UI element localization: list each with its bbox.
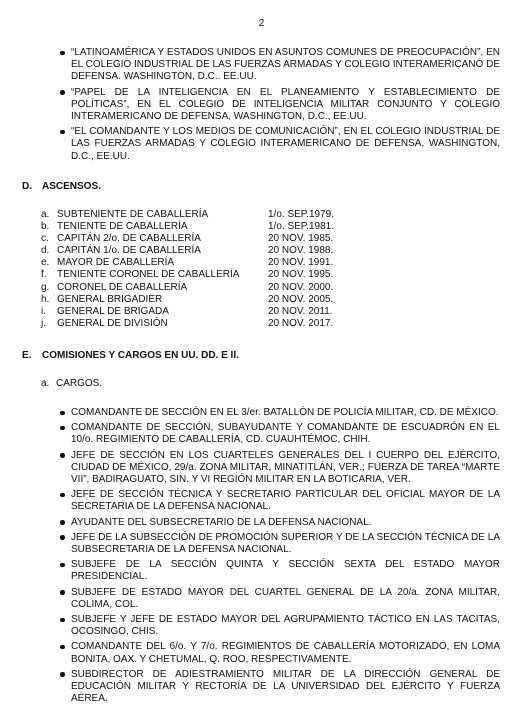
page-number: 2	[258, 18, 265, 29]
rank-row	[41, 209, 341, 221]
rank-row	[41, 269, 341, 281]
rank-title: GENERAL DE DIVISIÓN	[57, 317, 168, 329]
rank-title: TENIENTE CORONEL DE CABALLERÍA	[57, 269, 240, 281]
rank-date: 1/o. SEP.1981.	[268, 221, 334, 233]
rank-date: 20 NOV. 2017.	[268, 317, 334, 329]
rank-date: 20 NOV. 1988.	[268, 245, 334, 257]
rank-title: SUBTENIENTE DE CABALLERÍA	[57, 209, 209, 220]
rank-row	[41, 233, 341, 245]
section-letter: E.	[22, 350, 32, 361]
list-item: SUBJEFE DE LA SECCIÓN QUINTA Y SECCIÓN SEXTA DEL ESTADO MAYOR PRESIDENCIAL.	[60, 559, 500, 583]
rank-title: GENERAL DE BRIGADA	[57, 305, 169, 317]
rank-date: 1/o. SEP.1979.	[268, 209, 334, 220]
list-item: COMANDANTE DE SECCIÓN EN EL 3/er. BATALLÓN DE POLICÍA MILITAR, CD. DE MÉXICO.	[60, 407, 500, 419]
list-item: COMANDANTE DEL 6/o. Y 7/o. REGIMIENTOS DE CABALLERÍA MOTORIZADO, EN LOMA BONITA, OAX. Y CHETUMAL, Q. ROO, RESPECTIVAMENTE.	[60, 641, 500, 665]
rank-date: 20 NOV. 1991.	[268, 257, 334, 269]
rank-date: 20 NOV. 1985.	[268, 233, 334, 245]
section-e-heading	[22, 350, 239, 362]
rank-row	[41, 257, 341, 269]
list-item: SUBJEFE DE ESTADO MAYOR DEL CUARTEL GENERAL DE LA 20/a. ZONA MILITAR, COLIMA, COL.	[60, 587, 500, 611]
rank-title: CAPITÁN 1/o. DE CABALLERÍA	[57, 245, 201, 257]
list-item: “PAPEL DE LA INTELIGENCIA EN EL PLANEAMIENTO Y ESTABLECIMIENTO DE POLÍTICAS”, EN EL COLEGIO DE INTELIGENCIA MILITAR CONJUNTO Y COLEGIO INTERAMERICANO DE DEFENSA, WASHINGTON, D.C., EE.UU.	[60, 87, 500, 124]
rank-row	[41, 294, 341, 306]
rank-letter: f.	[41, 269, 47, 281]
rank-title: MAYOR DE CABALLERÍA	[57, 257, 175, 269]
rank-letter: b.	[41, 221, 50, 233]
rank-letter: e.	[41, 257, 50, 269]
list-item: SUBDIRECTOR DE ADIESTRAMIENTO MILITAR DE LA DIRECCIÓN GENERAL DE EDUCACIÓN MILITAR Y RECTORÍA DE LA UNIVERSIDAD DEL EJÉRCITO Y FUERZA AÉREA.	[60, 669, 500, 706]
rank-title: CAPITÁN 2/o. DE CABALLERÍA	[57, 233, 201, 245]
list-item: JEFE DE SECCIÓN EN LOS CUARTELES GENERALES DEL I CUERPO DEL EJÉRCITO, CIUDAD DE MÉXICO, 29/a. ZONA MILITAR, MINATITLÁN, VER.; FUERZA DE TAREA “MARTE VII”, BADIRAGUATO, SIN. Y VI REGIÓN MILITAR EN LA BOTICARIA, VER.	[60, 450, 500, 487]
rank-letter: d.	[41, 245, 50, 257]
list-item: JEFE DE SECCIÓN TÉCNICA Y SECRETARIO PARTICULAR DEL OFICIAL MAYOR DE LA SECRETARIA DE LA DEFENSA NACIONAL.	[60, 489, 500, 513]
subsection-title: CARGOS.	[56, 378, 103, 389]
section-letter: D.	[22, 181, 32, 192]
rank-row	[41, 221, 341, 233]
subsection-letter: a.	[41, 378, 50, 389]
list-item: “LATINOAMÉRICA Y ESTADOS UNIDOS EN ASUNTOS COMUNES DE PREOCUPACIÓN”, EN EL COLEGIO INDUSTRIAL DE LAS FUERZAS ARMADAS Y COLEGIO INTERAMERICANO DE DEFENSA. WASHINGTON, D.C.. EE.UU.	[60, 47, 500, 84]
rank-row	[41, 306, 341, 318]
rank-row	[41, 245, 341, 257]
section-d-heading	[22, 181, 101, 193]
list-item: SUBJEFE Y JEFE DE ESTADO MAYOR DEL AGRUPAMIENTO TÁCTICO EN LAS TACITAS, OCOSINGO, CHIS.	[60, 614, 500, 638]
rank-row	[41, 282, 341, 294]
rank-letter: g.	[41, 281, 50, 293]
rank-letter: a.	[41, 209, 50, 220]
ranks-list	[41, 209, 341, 330]
rank-date: 20 NOV. 2011.	[268, 305, 333, 317]
rank-date: 20 NOV. 2005.	[268, 293, 334, 305]
subsection-cargos-heading	[41, 378, 102, 390]
cargos-bullet-list	[60, 407, 500, 708]
list-item: “EL COMANDANTE Y LOS MEDIOS DE COMUNICACIÓN”, EN EL COLEGIO INDUSTRIAL DE LAS FUERZAS ARMADAS Y COLEGIO INTERAMERICANO DE DEFENSA, WASHINGTON, D.C., EE.UU.	[60, 126, 500, 163]
section-title: ASCENSOS.	[42, 181, 101, 192]
list-item: JEFE DE LA SUBSECCIÓN DE PROMOCIÓN SUPERIOR Y DE LA SECCIÓN TÉCNICA DE LA SUBSECRETARIA DE LA DEFENSA NACIONAL.	[60, 532, 500, 556]
rank-row	[41, 318, 341, 330]
section-title: COMISIONES Y CARGOS EN UU. DD. E II.	[42, 350, 239, 361]
list-item: AYUDANTE DEL SUBSECRETARIO DE LA DEFENSA NACIONAL.	[60, 517, 500, 529]
rank-date: 20 NOV. 2000.	[268, 281, 334, 293]
rank-date: 20 NOV. 1995.	[268, 269, 334, 281]
intro-bullet-list	[60, 47, 500, 166]
rank-letter: i.	[41, 305, 46, 317]
list-item: COMANDANTE DE SECCIÓN, SUBAYUDANTE Y COMANDANTE DE ESCUADRÓN EN EL 10/o. REGIMIENTO DE CABALLERÍA, CD. CUAUHTÉMOC, CHIH.	[60, 422, 500, 446]
rank-title: GENERAL BRIGADIER	[57, 293, 163, 305]
rank-letter: c.	[41, 233, 49, 245]
rank-letter: j.	[41, 317, 46, 329]
rank-letter: h.	[41, 293, 50, 305]
rank-title: TENIENTE DE CABALLERÍA	[57, 221, 188, 233]
rank-title: CORONEL DE CABALLERÍA	[57, 281, 188, 293]
